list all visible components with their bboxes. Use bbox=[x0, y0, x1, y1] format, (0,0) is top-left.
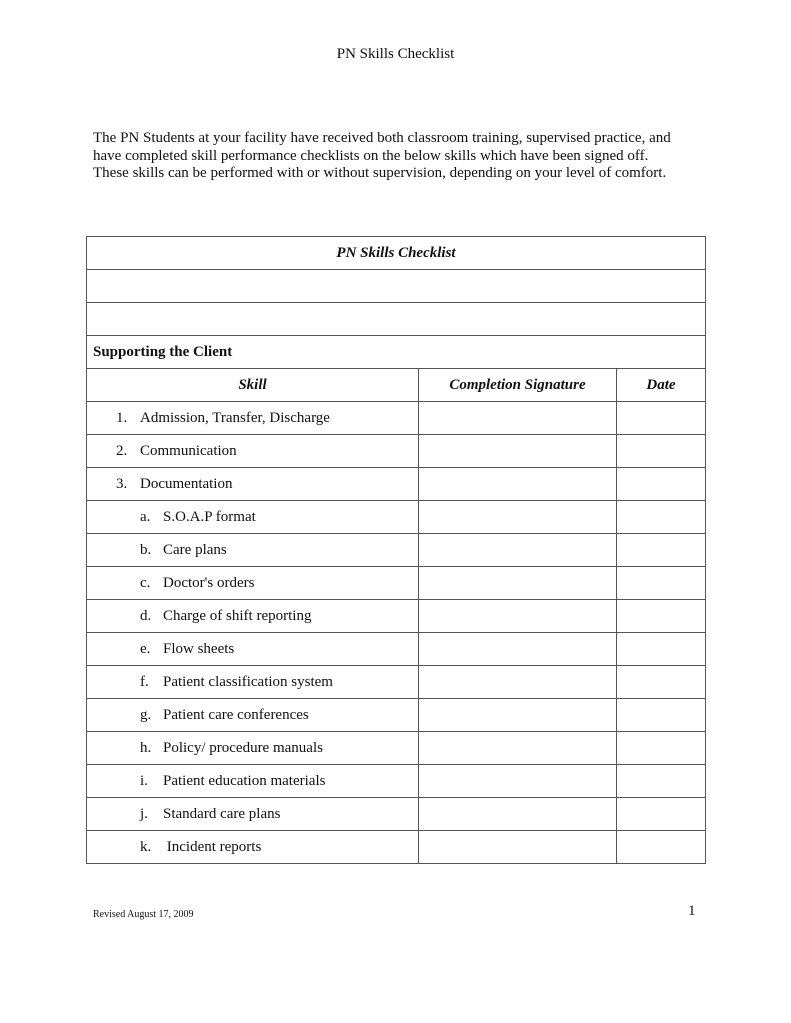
skill-label: Incident reports bbox=[163, 838, 262, 855]
skill-marker: 3. bbox=[116, 475, 128, 492]
skill-cell bbox=[87, 402, 419, 435]
skill-cell bbox=[87, 435, 419, 468]
skill-item bbox=[87, 608, 418, 625]
table-row bbox=[87, 732, 706, 765]
skill-cell bbox=[87, 501, 419, 534]
skill-cell bbox=[87, 534, 419, 567]
skill-cell bbox=[87, 765, 419, 798]
signature-column-header: Completion Signature bbox=[419, 369, 617, 402]
skill-cell bbox=[87, 633, 419, 666]
skill-label: Admission, Transfer, Discharge bbox=[140, 409, 330, 426]
skill-label: S.O.A.P format bbox=[163, 508, 256, 525]
table-row bbox=[87, 435, 706, 468]
skill-label: Patient classification system bbox=[163, 673, 333, 690]
date-cell[interactable] bbox=[617, 633, 706, 666]
blank-cell bbox=[87, 303, 706, 336]
date-cell[interactable] bbox=[617, 732, 706, 765]
date-cell[interactable] bbox=[617, 798, 706, 831]
column-header-row bbox=[87, 369, 706, 402]
revision-date: Revised August 17, 2009 bbox=[93, 909, 194, 920]
skill-label: Policy/ procedure manuals bbox=[163, 739, 323, 756]
date-column-header: Date bbox=[617, 369, 706, 402]
skill-label: Doctor's orders bbox=[163, 574, 255, 591]
signature-cell[interactable] bbox=[419, 534, 617, 567]
signature-cell[interactable] bbox=[419, 600, 617, 633]
table-row bbox=[87, 468, 706, 501]
date-cell[interactable] bbox=[617, 402, 706, 435]
skill-column-header: Skill bbox=[87, 369, 419, 402]
page-header-title: PN Skills Checklist bbox=[336, 46, 455, 62]
date-cell[interactable] bbox=[617, 567, 706, 600]
date-cell[interactable] bbox=[617, 534, 706, 567]
skill-item bbox=[87, 641, 418, 658]
skill-marker: 1. bbox=[116, 409, 128, 426]
skill-cell bbox=[87, 732, 419, 765]
signature-cell[interactable] bbox=[419, 732, 617, 765]
skill-cell bbox=[87, 798, 419, 831]
blank-row bbox=[87, 270, 706, 303]
skill-marker: j. bbox=[140, 805, 148, 822]
date-cell[interactable] bbox=[617, 831, 706, 864]
signature-cell[interactable] bbox=[419, 666, 617, 699]
table-row bbox=[87, 402, 706, 435]
date-cell[interactable] bbox=[617, 765, 706, 798]
skill-marker: d. bbox=[140, 607, 152, 624]
skill-marker: c. bbox=[140, 574, 151, 591]
signature-cell[interactable] bbox=[419, 501, 617, 534]
table-row bbox=[87, 567, 706, 600]
skill-marker: g. bbox=[140, 706, 152, 723]
skills-checklist-table bbox=[86, 236, 706, 864]
date-cell[interactable] bbox=[617, 600, 706, 633]
skill-marker: a. bbox=[140, 508, 151, 525]
intro-line: These skills can be performed with or without supervision, depending on your level of comfort. bbox=[93, 165, 667, 181]
skill-marker: k. bbox=[140, 838, 152, 855]
skill-item bbox=[87, 674, 418, 691]
signature-cell[interactable] bbox=[419, 567, 617, 600]
blank-row bbox=[87, 303, 706, 336]
skill-cell bbox=[87, 468, 419, 501]
skill-label: Communication bbox=[140, 442, 237, 459]
skill-cell bbox=[87, 567, 419, 600]
skill-marker: i. bbox=[140, 772, 148, 789]
signature-cell[interactable] bbox=[419, 468, 617, 501]
intro-line: have completed skill performance checklists on the below skills which have been signed off. bbox=[93, 147, 649, 164]
skill-label: Patient education materials bbox=[163, 772, 326, 789]
skill-cell bbox=[87, 600, 419, 633]
page-number: 1 bbox=[688, 903, 696, 919]
skill-item bbox=[87, 542, 418, 559]
skill-cell bbox=[87, 699, 419, 732]
table-row bbox=[87, 699, 706, 732]
blank-cell bbox=[87, 270, 706, 303]
skill-marker: 2. bbox=[116, 442, 128, 459]
date-cell[interactable] bbox=[617, 666, 706, 699]
skill-item bbox=[87, 740, 418, 757]
table-row bbox=[87, 666, 706, 699]
skill-marker: f. bbox=[140, 673, 149, 690]
table-row bbox=[87, 501, 706, 534]
skill-label: Care plans bbox=[163, 541, 227, 558]
skill-item bbox=[87, 410, 418, 427]
intro-line: The PN Students at your facility have received both classroom training, supervised practice, and bbox=[93, 130, 671, 146]
signature-cell[interactable] bbox=[419, 765, 617, 798]
date-cell[interactable] bbox=[617, 468, 706, 501]
skill-label: Standard care plans bbox=[163, 805, 281, 822]
signature-cell[interactable] bbox=[419, 699, 617, 732]
skill-item bbox=[87, 476, 418, 493]
skill-item bbox=[87, 575, 418, 592]
skill-label: Documentation bbox=[140, 475, 233, 492]
skill-marker: h. bbox=[140, 739, 152, 756]
table-row bbox=[87, 798, 706, 831]
date-cell[interactable] bbox=[617, 699, 706, 732]
date-cell[interactable] bbox=[617, 435, 706, 468]
signature-cell[interactable] bbox=[419, 435, 617, 468]
table-row bbox=[87, 765, 706, 798]
skill-item bbox=[87, 509, 418, 526]
date-cell[interactable] bbox=[617, 501, 706, 534]
skill-label: Flow sheets bbox=[163, 640, 235, 657]
skill-marker: e. bbox=[140, 640, 151, 657]
skill-cell bbox=[87, 831, 419, 864]
signature-cell[interactable] bbox=[419, 831, 617, 864]
table-title: PN Skills Checklist bbox=[87, 237, 706, 270]
table-row bbox=[87, 831, 706, 864]
signature-cell[interactable] bbox=[419, 798, 617, 831]
skill-item bbox=[87, 839, 418, 856]
skill-cell bbox=[87, 666, 419, 699]
skill-item bbox=[87, 806, 418, 823]
table-title-row bbox=[87, 237, 706, 270]
skill-marker: b. bbox=[140, 541, 152, 558]
skill-item bbox=[87, 707, 418, 724]
table-row bbox=[87, 534, 706, 567]
signature-cell[interactable] bbox=[419, 633, 617, 666]
section-row bbox=[87, 336, 706, 369]
skill-label: Patient care conferences bbox=[163, 706, 309, 723]
section-heading: Supporting the Client bbox=[87, 336, 706, 369]
signature-cell[interactable] bbox=[419, 402, 617, 435]
skill-item bbox=[87, 443, 418, 460]
table-row bbox=[87, 600, 706, 633]
skill-item bbox=[87, 773, 418, 790]
skill-label: Charge of shift reporting bbox=[163, 607, 312, 624]
intro-paragraph bbox=[93, 130, 723, 183]
table-row bbox=[87, 633, 706, 666]
